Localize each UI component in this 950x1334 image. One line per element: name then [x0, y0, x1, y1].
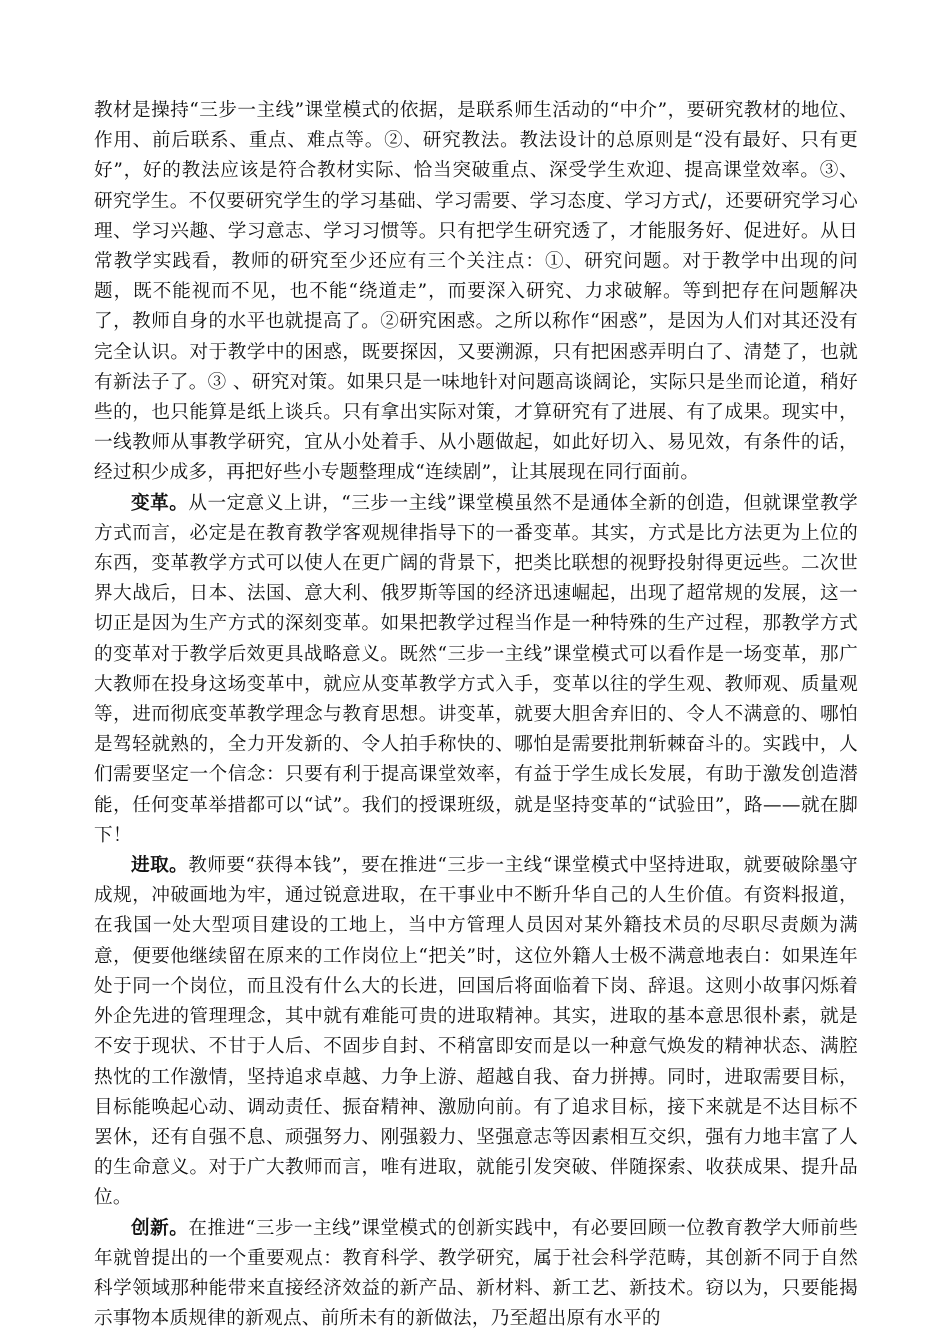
paragraph-innovation — [94, 1214, 858, 1334]
paragraph-research — [94, 96, 858, 489]
section-heading-progress: 进取。 — [131, 855, 189, 877]
paragraph-reform — [94, 489, 858, 851]
paragraph-body: 从一定意义上讲，“三步一主线”课堂模虽然不是通体全新的创造，但就课堂教学方式而言，必定是在教育教学客观规律指导下的一番变革。其实，方式是比方法更为上位的东西，变革教学方式可以使人在更广阔的背景下，把类比联想的视野投射得更远些。二次世界大战后，日本、法国、意大利、俄罗斯等国的经济迅速崛起，出现了超常规的发展，这一切正是因为生产方式的深刻变革。如果把教学过程当作是一种特殊的生产过程，那教学方式的变革对于教学后效更具战略意义。既然“三步一主线”课堂模式可以看作是一场变革，那广大教师在投身这场变革中，就应从变革教学方式入手，变革以往的学生观、教师观、质量观等，进而彻底变革教学理念与教育思想。讲变革，就要大胆舍弃旧的、令人不满意的、哪怕是驾轻就熟的，全力开发新的、令人拍手称快的、哪怕是需要批荆斩棘奋斗的。实践中，人们需要坚定一个信念：只要有利于提高课堂效率，有益于学生成长发展，有助于激发创造潜能，任何变革举措都可以“试”。我们的授课班级，就是坚持变革的“试验田”，路——就在脚下！ — [94, 492, 858, 846]
paragraph-body: 在推进“三步一主线”课堂模式的创新实践中，有必要回顾一位教育教学大师前些年就曾提出的一个重要观点：教育科学、教学研究，属于社会科学范畴，其创新不同于自然科学领域那种能带来直接经济效益的新产品、新材料、新工艺、新技术。窃以为，只要能揭示事物本质规律的新观点、前所未有的新做法，乃至超出原有水平的 — [94, 1217, 858, 1330]
document-page — [94, 96, 858, 1334]
section-heading-reform: 变革。 — [131, 492, 189, 514]
paragraph-body: 教材是操持“三步一主线”课堂模式的依据，是联系师生活动的“中介”，要研究教材的地位、作用、前后联系、重点、难点等。②、研究教法。教法设计的总原则是“没有最好、只有更好”，好的教法应该是符合教材实际、恰当突破重点、深受学生欢迎、提高课堂效率。③、研究学生。不仅要研究学生的学习基础、学习需要、学习态度、学习方式/，还要研究学习心理、学习兴趣、学习意志、学习习惯等。只有把学生研究透了，才能服务好、促进好。从日常教学实践看，教师的研究至少还应有三个关注点：①、研究问题。对于教学中出现的问题，既不能视而不见，也不能“绕道走”，而要深入研究、力求破解。等到把存在问题解决了，教师自身的水平也就提高了。②研究困惑。之所以称作“困惑”，是因为人们对其还没有完全认识。对于教学中的困惑，既要探因，又要溯源，只有把困惑弄明白了、清楚了，也就有新法子了。③ 、研究对策。如果只是一味地针对问题高谈阔论，实际只是坐而论道，稍好些的，也只能算是纸上谈兵。只有拿出实际对策，才算研究有了进展、有了成果。现实中，一线教师从事教学研究，宜从小处着手、从小题做起，如此好切入、易见效，有条件的话，经过积少成多，再把好些小专题整理成“连续剧”，让其展现在同行面前。 — [94, 100, 858, 484]
section-heading-innovation: 创新。 — [131, 1217, 189, 1239]
paragraph-body: 教师要“获得本钱”，要在推进“三步一主线“课堂模式中坚持进取，就要破除墨守成规，冲破画地为牢，通过锐意进取，在干事业中不断升华自己的人生价值。有资料报道，在我国一处大型项目建设的工地上，当中方管理人员因对某外籍技术员的尽职尽责颇为满意，便要他继续留在原来的工作岗位上“把关”时，这位外籍人士极不满意地表白：如果连年处于同一个岗位，而且没有什么大的长进，回国后将面临着下岗、辞退。这则小故事闪烁着外企先进的管理理念，其中就有难能可贵的进取精神。其实，进取的基本意思很朴素，就是不安于现状、不甘于人后、不固步自封、不稍富即安而是以一种意气焕发的精神状态、满腔热忱的工作激情，坚持追求卓越、力争上游、超越自我、奋力拼搏。同时，进取需要目标，目标能唤起心动、调动责任、振奋精神、激励向前。有了追求目标，接下来就是不达目标不罢休，还有自强不息、顽强努力、刚强毅力、坚强意志等因素相互交织，强有力地丰富了人的生命意义。对于广大教师而言，唯有进取，就能引发突破、伴随探索、收获成果、提升品位。 — [94, 855, 858, 1209]
paragraph-progress — [94, 851, 858, 1213]
